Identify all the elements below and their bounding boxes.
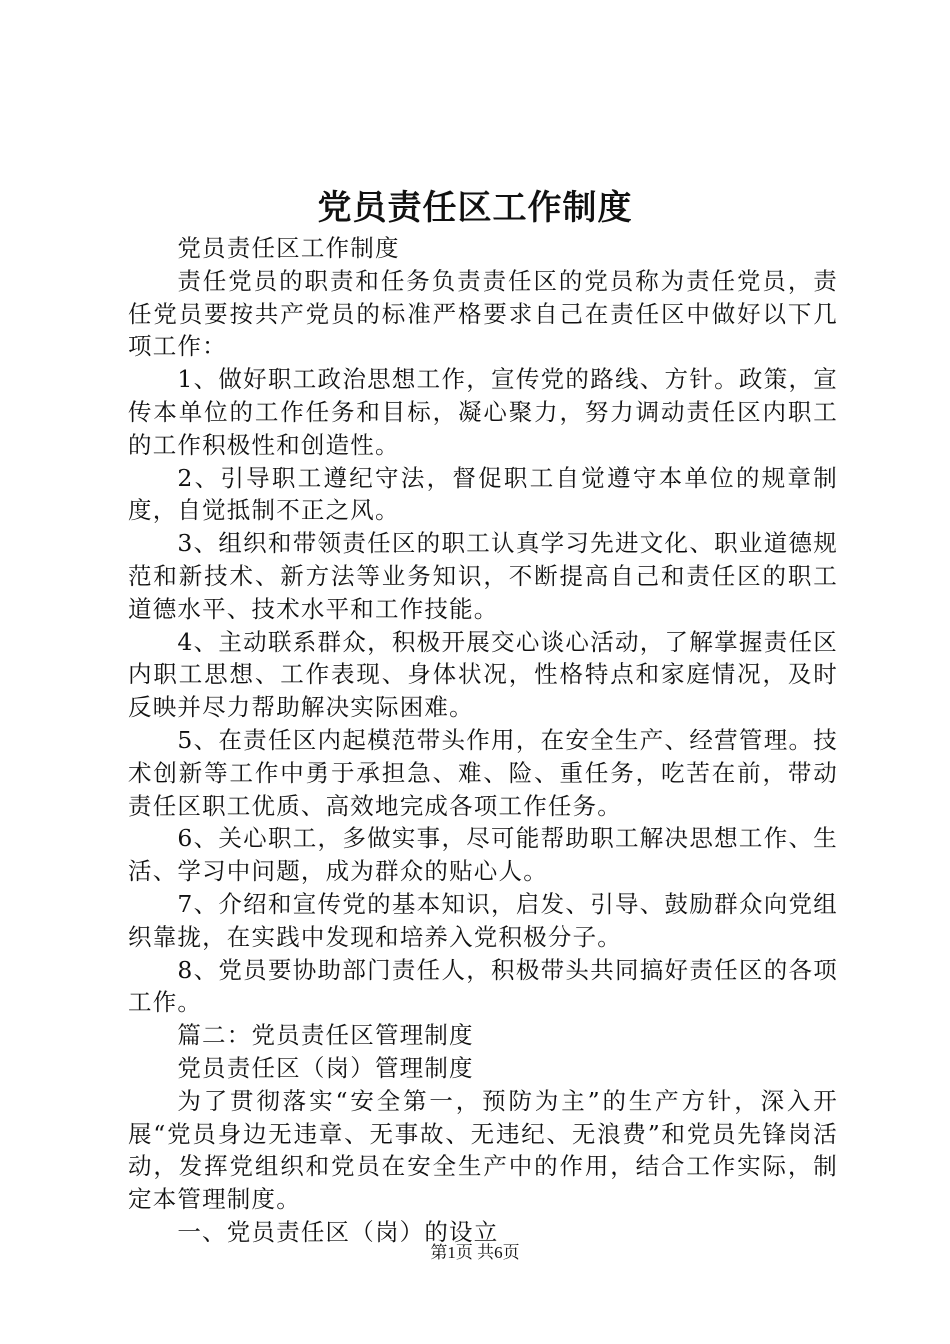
section-heading-part-two: 篇二：党员责任区管理制度 bbox=[177, 1021, 474, 1050]
paragraph-item-4: 4、主动联系群众，积极开展交心谈心活动，了解掌握责任区内职工思想、工作表现、身体状况，性格特点和家庭情况，及时反映并尽力帮助解决实际困难。 bbox=[128, 627, 838, 722]
paragraph-subtitle: 党员责任区工作制度 bbox=[177, 234, 400, 262]
section-subheading: 党员责任区（岗）管理制度 bbox=[177, 1053, 474, 1082]
paragraph-item-2: 2、引导职工遵纪守法，督促职工自觉遵守本单位的规章制度，自觉抵制不正之风。 bbox=[128, 463, 838, 525]
paragraph-item-7: 7、介绍和宣传党的基本知识，启发、引导、鼓励群众向党组织靠拢，在实践中发现和培养入党积极分子。 bbox=[128, 889, 838, 951]
paragraph-item-5: 5、在责任区内起模范带头作用，在安全生产、经营管理。技术创新等工作中勇于承担急、难、险、重任务，吃苦在前，带动责任区职工优质、高效地完成各项工作任务。 bbox=[128, 725, 838, 820]
document-title: 党员责任区工作制度 bbox=[317, 188, 633, 228]
page-number-footer: 第1页 共6页 bbox=[430, 1243, 520, 1262]
paragraph-item-6: 6、关心职工，多做实事，尽可能帮助职工解决思想工作、生活、学习中问题，成为群众的贴心人。 bbox=[128, 824, 838, 886]
paragraph-purpose: 为了贯彻落实“安全第一，预防为主”的生产方针，深入开展“党员身边无违章、无事故、无违纪、无浪费”和党员先锋岗活动，发挥党组织和党员在安全生产中的作用，结合工作实际，制定本管理制度。 bbox=[128, 1086, 838, 1214]
section-heading-one: 一、党员责任区（岗）的设立 bbox=[177, 1217, 499, 1246]
paragraph-item-3: 3、组织和带领责任区的职工认真学习先进文化、职业道德规范和新技术、新方法等业务知识，不断提高自己和责任区的职工道德水平、技术水平和工作技能。 bbox=[128, 529, 838, 623]
paragraph-item-8: 8、党员要协助部门责任人，积极带头共同搞好责任区的各项工作。 bbox=[128, 955, 838, 1017]
paragraph-item-1: 1、做好职工政治思想工作，宣传党的路线、方针。政策，宣传本单位的工作任务和目标，凝心聚力，努力调动责任区内职工的工作积极性和创造性。 bbox=[128, 365, 838, 459]
document-body bbox=[128, 232, 838, 1249]
paragraph-intro: 责任党员的职责和任务负责责任区的党员称为责任党员，责任党员要按共产党员的标准严格要求自己在责任区中做好以下几项工作： bbox=[128, 266, 838, 361]
